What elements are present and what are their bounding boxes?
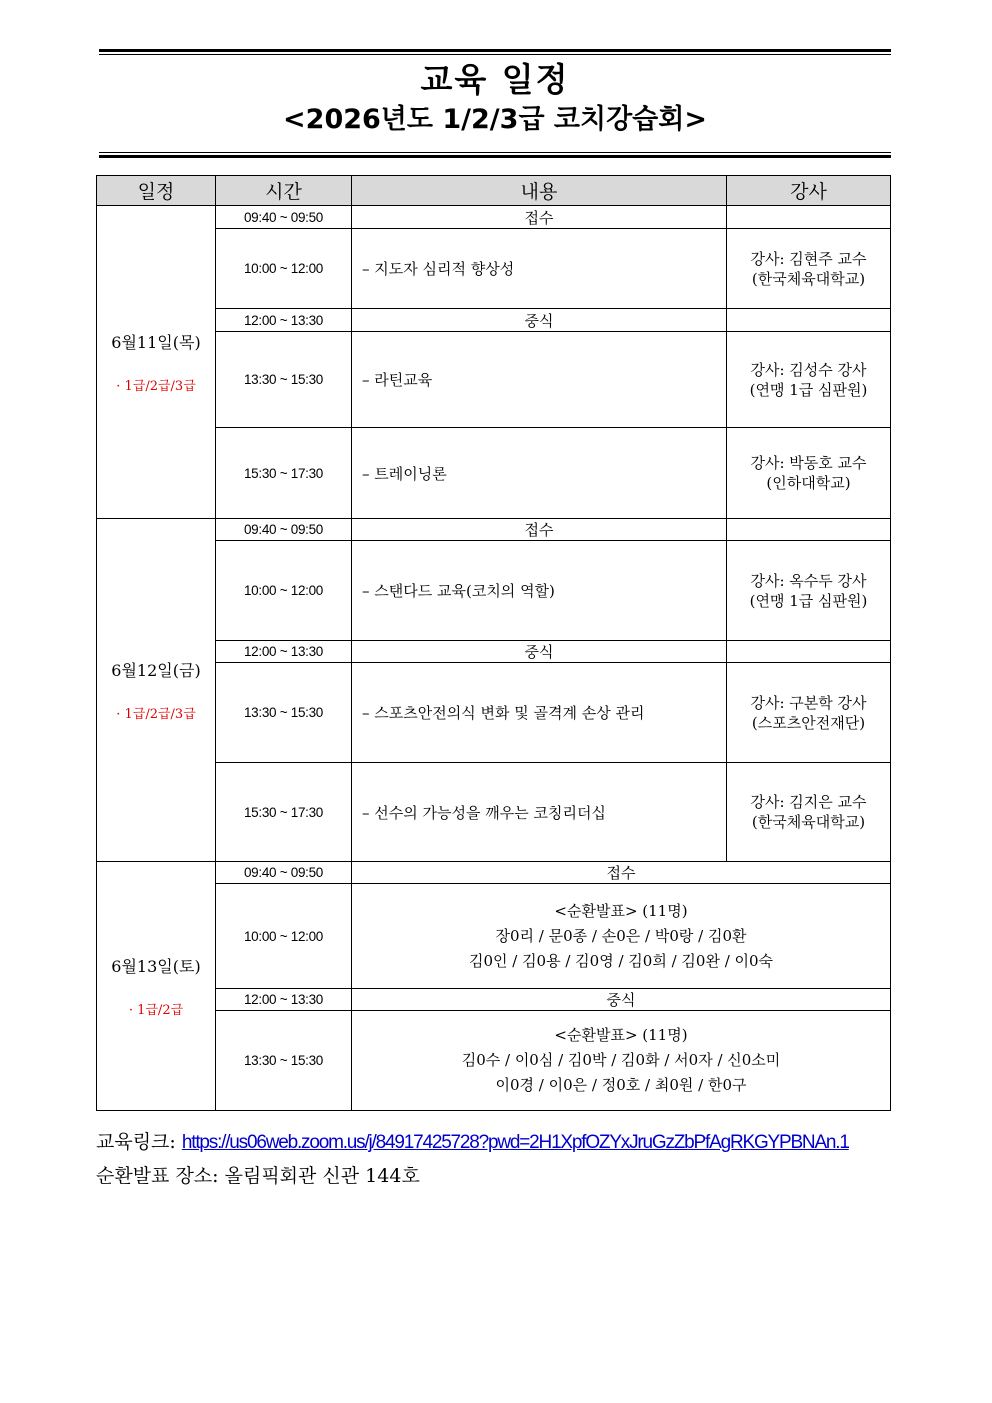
table-row	[97, 309, 891, 332]
content-cell: – 트레이닝론	[352, 428, 727, 519]
lecturer-affiliation: (연맹 1급 심판원)	[749, 591, 868, 610]
lecturer-affiliation: (스포츠안전재단)	[751, 713, 866, 732]
day-cell	[97, 862, 216, 1111]
lecturer-name: 강사: 구본학 강사	[750, 693, 867, 712]
lecturer-cell	[727, 519, 891, 541]
content-cell: – 라틴교육	[352, 332, 727, 428]
lecturer-affiliation: (한국체육대학교)	[751, 269, 866, 288]
page-subtitle: <2026년도 1/2/3급 코치강습회>	[283, 104, 707, 135]
day-cell	[97, 206, 216, 519]
table-row	[97, 862, 891, 884]
lecturer-cell	[727, 206, 891, 229]
page-title: 교육 일정	[420, 60, 570, 99]
presenter-list: 이0경 / 이0은 / 정0호 / 최0원 / 한0구	[495, 1076, 747, 1094]
content-cell: – 스탠다드 교육(코치의 역할)	[352, 541, 727, 641]
lecturer-affiliation: (연맹 1급 심판원)	[749, 380, 868, 399]
table-row	[97, 541, 891, 641]
venue-value: 올림픽회관 신관 144호	[224, 1165, 420, 1187]
lecturer-name: 강사: 박동호 교수	[750, 454, 867, 472]
time-cell: 10:00 ~ 12:00	[216, 229, 352, 309]
time-cell: 09:40 ~ 09:50	[216, 862, 352, 884]
lecturer-cell	[727, 229, 891, 309]
content-cell: 중식	[352, 989, 891, 1011]
day-grades: · 1급/2급/3급	[116, 379, 196, 394]
presentation-cell	[352, 1011, 891, 1111]
day-grades: · 1급/2급/3급	[116, 707, 196, 722]
lecturer-name: 강사: 김지은 교수	[750, 793, 867, 811]
lecturer-cell	[727, 332, 891, 428]
table-row	[97, 884, 891, 989]
lecturer-cell	[727, 541, 891, 641]
schedule-table	[96, 175, 891, 1111]
link-line	[96, 1127, 849, 1154]
day-date: 6월11일(목)	[111, 333, 201, 352]
content-cell: – 선수의 가능성을 깨우는 코칭리더십	[352, 763, 727, 862]
time-cell: 13:30 ~ 15:30	[216, 332, 352, 428]
table-header-row	[97, 176, 891, 206]
lecturer-name: 강사: 옥수두 강사	[750, 571, 867, 590]
header-date: 일정	[97, 176, 216, 206]
lecturer-cell	[727, 428, 891, 519]
day-date: 6월13일(토)	[111, 957, 201, 976]
table-row	[97, 641, 891, 663]
presenter-list: 김0인 / 김0용 / 김0영 / 김0희 / 김0완 / 이0숙	[468, 951, 774, 970]
time-cell: 15:30 ~ 17:30	[216, 763, 352, 862]
presenter-list: 장0리 / 문0종 / 손0은 / 박0랑 / 김0환	[495, 926, 747, 945]
content-cell: 접수	[352, 862, 891, 884]
time-cell: 15:30 ~ 17:30	[216, 428, 352, 519]
day-date: 6월12일(금)	[111, 661, 201, 680]
content-cell: 중식	[352, 641, 727, 663]
content-cell: 접수	[352, 519, 727, 541]
top-rule-thin	[99, 54, 891, 55]
title-block	[99, 60, 891, 138]
day-grades: · 1급/2급	[128, 1003, 184, 1018]
presentation-heading: <순환발표> (11명)	[554, 1026, 688, 1044]
presentation-heading: <순환발표> (11명)	[554, 901, 688, 920]
presenter-list: 김0수 / 이0심 / 김0박 / 김0화 / 서0자 / 신0소미	[461, 1051, 781, 1069]
time-cell: 13:30 ~ 15:30	[216, 663, 352, 763]
time-cell: 12:00 ~ 13:30	[216, 989, 352, 1011]
content-cell: 접수	[352, 206, 727, 229]
bottom-rule-thin	[99, 152, 891, 153]
time-cell: 12:00 ~ 13:30	[216, 641, 352, 663]
header-lecturer: 강사	[727, 176, 891, 206]
lecturer-name: 강사: 김성수 강사	[750, 360, 867, 379]
table-row	[97, 229, 891, 309]
time-cell: 09:40 ~ 09:50	[216, 206, 352, 229]
header-time: 시간	[216, 176, 352, 206]
venue-line	[96, 1161, 420, 1188]
time-cell: 09:40 ~ 09:50	[216, 519, 352, 541]
table-row	[97, 763, 891, 862]
table-row	[97, 332, 891, 428]
header-content: 내용	[352, 176, 727, 206]
top-rule-thick	[99, 49, 891, 52]
lecturer-affiliation: (한국체육대학교)	[751, 813, 866, 831]
time-cell: 13:30 ~ 15:30	[216, 1011, 352, 1111]
day-cell	[97, 519, 216, 862]
lecturer-cell	[727, 763, 891, 862]
lecturer-cell	[727, 641, 891, 663]
content-cell: 중식	[352, 309, 727, 332]
table-row	[97, 1011, 891, 1111]
zoom-link[interactable]: https://us06web.zoom.us/j/84917425728?pwd=2H1XpfOZYxJruGzZbPfAgRKGYPBNAn.1	[181, 1132, 849, 1153]
table-row	[97, 989, 891, 1011]
bottom-rule-thick	[99, 155, 891, 158]
time-cell: 10:00 ~ 12:00	[216, 884, 352, 989]
lecturer-name: 강사: 김현주 교수	[750, 249, 867, 268]
content-cell: – 스포츠안전의식 변화 및 골격계 손상 관리	[352, 663, 727, 763]
venue-label: 순환발표 장소:	[96, 1165, 219, 1187]
time-cell: 10:00 ~ 12:00	[216, 541, 352, 641]
lecturer-cell	[727, 663, 891, 763]
table-row	[97, 519, 891, 541]
content-cell: – 지도자 심리적 향상성	[352, 229, 727, 309]
time-cell: 12:00 ~ 13:30	[216, 309, 352, 332]
table-row	[97, 428, 891, 519]
table-row	[97, 663, 891, 763]
table-row	[97, 206, 891, 229]
link-label: 교육링크:	[96, 1131, 176, 1153]
lecturer-affiliation: (인하대학교)	[766, 474, 851, 492]
presentation-cell	[352, 884, 891, 989]
lecturer-cell	[727, 309, 891, 332]
